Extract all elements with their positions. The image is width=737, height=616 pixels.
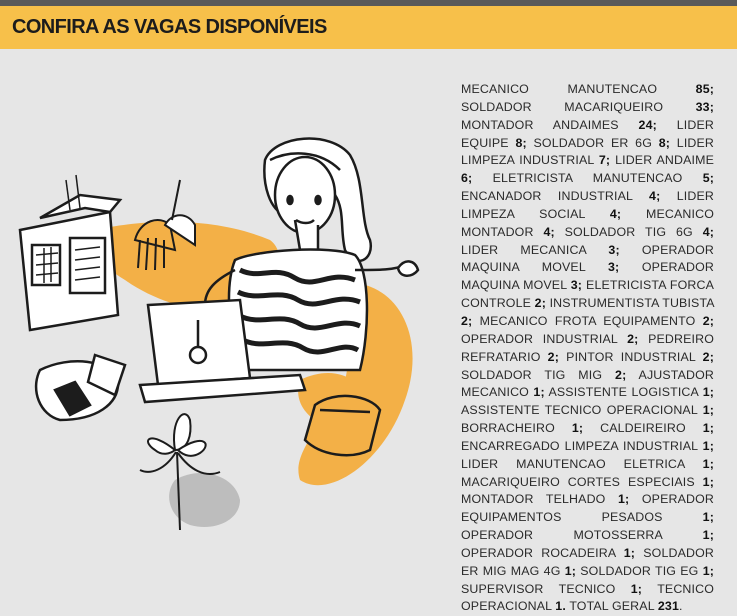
job-item: LIDER ANDAIME 6; [461,153,715,186]
job-vacancies-list [461,81,714,616]
job-item: LIDER LIMPEZA INDUSTRIAL 7; [461,135,715,168]
job-item: MECANICO FROTA EQUIPAMENTO 2; [479,313,715,328]
job-item: CALDEIREIRO 1; [600,421,715,436]
job-item: ENCARREGADO LIMPEZA INDUSTRIAL 1; [461,438,714,453]
job-item: ASSISTENTE LOGISTICA 1; [548,385,715,400]
job-item: SOLDADOR MACARIQUEIRO 33; [461,99,714,114]
woman-at-laptop-illustration [0,120,450,550]
section-header [0,6,737,49]
job-item: PINTOR INDUSTRIAL 2; [566,349,714,364]
job-item: AJUSTADOR MECANICO 1; [461,367,715,400]
job-item: TECNICO OPERACIONAL 1. [461,581,715,614]
job-item: OPERADOR EQUIPAMENTOS PESADOS 1; [461,492,714,525]
job-item: SUPERVISOR TECNICO 1; [461,581,643,596]
job-item: OPERADOR MAQUINA MOVEL 3; [461,242,714,275]
job-item: ELETRICISTA FORCA CONTROLE 2; [461,278,715,311]
job-item: MONTADOR ANDAIMES 24; [461,117,657,132]
job-item: ENCANADOR INDUSTRIAL 4; [461,189,661,204]
job-item: SOLDADOR ER 6G 8; [533,135,671,150]
job-item: MACARIQUEIRO CORTES ESPECIAIS 1; [461,474,714,489]
job-item: LIDER MECANICA 3; [461,242,620,257]
job-item: SOLDADOR TIG MIG 2; [461,367,627,382]
job-item: INSTRUMENTISTA TUBISTA 2; [461,296,714,328]
job-item: OPERADOR MAQUINA MOVEL 3; [461,260,714,293]
job-item: SOLDADOR TIG 6G 4; [564,224,715,239]
job-item: ASSISTENTE TECNICO OPERACIONAL 1; [461,403,715,418]
total-item: TOTAL GERAL 231. [569,599,683,614]
job-item: MONTADOR TELHADO 1; [461,492,630,507]
job-item: SOLDADOR TIG EG 1; [580,563,715,578]
job-item: BORRACHEIRO 1; [461,421,584,436]
job-item: LIDER EQUIPE 8; [461,117,715,150]
job-item: OPERADOR MOTOSSERRA 1; [461,528,714,543]
job-item: OPERADOR INDUSTRIAL 2; [461,331,639,346]
job-item: MECANICO MONTADOR 4; [461,206,715,239]
job-item: LIDER MANUTENCAO ELETRICA 1; [461,456,714,471]
job-item: MECANICO MANUTENCAO 85; [461,82,715,96]
section-title: CONFIRA AS VAGAS DISPONÍVEIS [12,16,327,38]
job-item: LIDER LIMPEZA SOCIAL 4; [461,189,715,221]
job-item: SOLDADOR ER MIG MAG 4G 1; [461,545,714,578]
job-item: ELETRICISTA MANUTENCAO 5; [492,171,715,186]
job-item: PEDREIRO REFRATARIO 2; [461,331,714,364]
job-item: OPERADOR ROCADEIRA 1; [461,545,636,560]
